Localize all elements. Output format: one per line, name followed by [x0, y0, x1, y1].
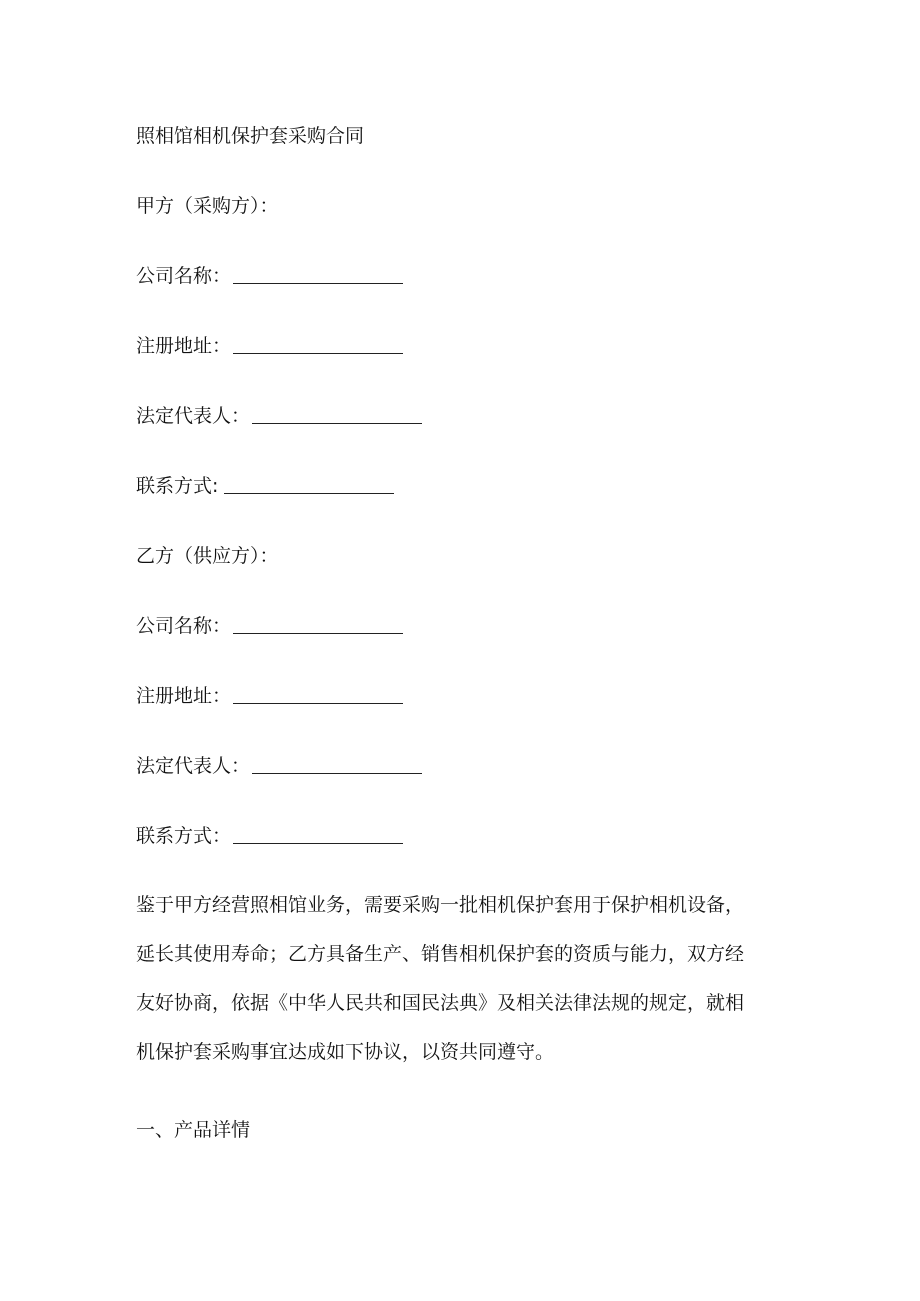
party-b-representative-field — [136, 753, 422, 779]
party-a-contact-label: 联系方式: — [136, 475, 219, 497]
party-b-company-field — [136, 613, 403, 639]
preamble-line: 机保护套采购事宜达成如下协议，以资共同遵守。 — [136, 1041, 555, 1063]
preamble-line: 鉴于甲方经营照相馆业务，需要采购一批相机保护套用于保护相机设备， — [136, 894, 745, 916]
party-a-company-field — [136, 263, 403, 289]
party-b-address-label: 注册地址： — [136, 685, 232, 707]
party-b-representative-blank — [252, 755, 422, 774]
party-b-company-blank — [233, 615, 403, 634]
preamble-line: 友好协商，依据《中华人民共和国民法典》及相关法律法规的规定，就相 — [136, 992, 745, 1014]
party-a-company-label: 公司名称： — [136, 265, 232, 287]
party-b-address-field — [136, 683, 403, 709]
document-title: 照相馆相机保护套采购合同 — [136, 125, 365, 147]
party-a-contact-blank — [224, 475, 394, 494]
party-a-address-field — [136, 333, 403, 359]
party-b-contact-blank — [233, 825, 403, 844]
party-a-representative-label: 法定代表人： — [136, 405, 251, 427]
party-b-company-label: 公司名称： — [136, 615, 232, 637]
party-b-address-blank — [233, 685, 403, 704]
preamble-paragraph — [136, 892, 786, 1088]
party-a-address-blank — [233, 335, 403, 354]
party-a-contact-field — [136, 473, 394, 499]
party-b-representative-label: 法定代表人： — [136, 755, 251, 777]
party-a-heading: 甲方（采购方）： — [136, 195, 279, 217]
party-a-representative-field — [136, 403, 422, 429]
party-b-contact-field — [136, 823, 403, 849]
party-b-heading: 乙方（供应方）： — [136, 545, 279, 567]
party-b-contact-label: 联系方式： — [136, 825, 232, 847]
party-a-address-label: 注册地址： — [136, 335, 232, 357]
party-a-representative-blank — [252, 405, 422, 424]
preamble-line: 延长其使用寿命；乙方具备生产、销售相机保护套的资质与能力，双方经 — [136, 943, 745, 965]
section-1-heading: 一、产品详情 — [136, 1119, 251, 1141]
party-a-company-blank — [233, 265, 403, 284]
